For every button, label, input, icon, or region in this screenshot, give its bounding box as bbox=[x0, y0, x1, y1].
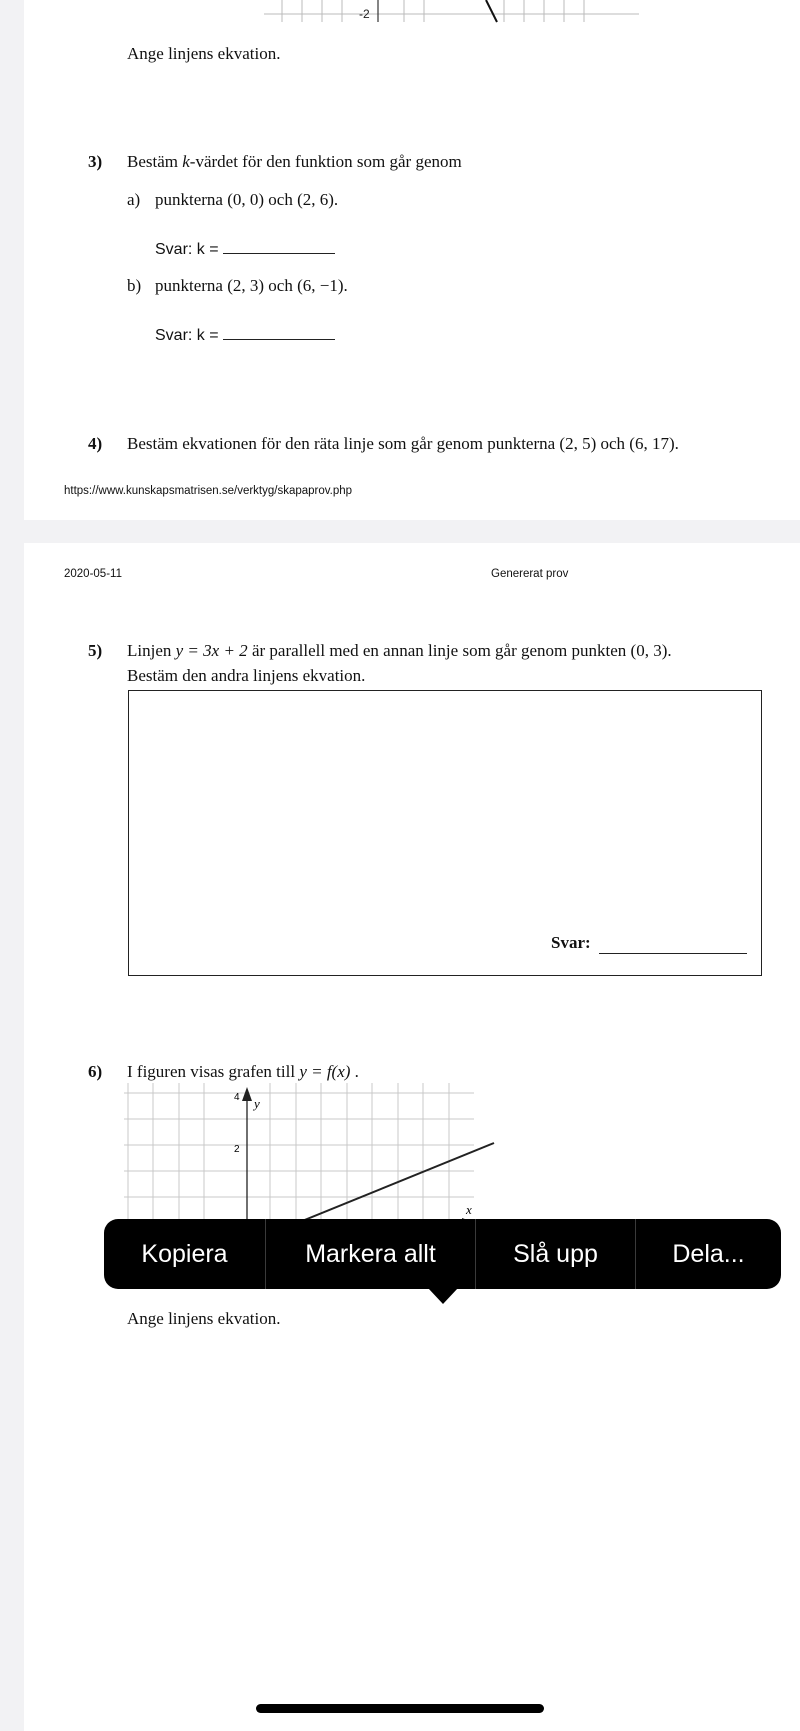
menu-copy-button[interactable]: Kopiera bbox=[141, 1239, 228, 1268]
y-tick-label: 4 bbox=[234, 1092, 240, 1103]
menu-share-button[interactable]: Dela... bbox=[635, 1219, 781, 1289]
graph-tick-label: -2 bbox=[359, 7, 370, 21]
question-prompt: Ange linjens ekvation. bbox=[127, 44, 281, 63]
question-5-line-2: Bestäm den andra linjens ekvation. bbox=[127, 666, 366, 685]
document-page-1 bbox=[24, 0, 800, 520]
question-6-prompt: Ange linjens ekvation. bbox=[127, 1309, 281, 1328]
y-axis-label: y bbox=[254, 1096, 260, 1111]
question-6-text: I figuren visas grafen till y = f(x) . bbox=[127, 1062, 359, 1081]
answer-line-3b: Svar: k = bbox=[155, 325, 335, 345]
answer-box[interactable] bbox=[128, 690, 762, 976]
question-3b-text: punkterna (2, 3) och (6, −1). bbox=[155, 276, 348, 295]
document-page-2 bbox=[24, 543, 800, 1731]
question-4-text: Bestäm ekvationen för den räta linje som går genom punkterna (2, 5) och (6, 17). bbox=[127, 434, 679, 453]
question-number-5: 5) bbox=[88, 641, 103, 660]
question-3a-label: a) bbox=[127, 190, 141, 209]
question-3b-label: b) bbox=[127, 276, 142, 295]
home-indicator[interactable] bbox=[256, 1704, 544, 1713]
answer-line-3a: Svar: k = bbox=[155, 239, 335, 259]
page-date: 2020-05-11 bbox=[64, 568, 122, 580]
question-5-line-1: Linjen y = 3x + 2 är parallell med en annan linje som går genom punkten (0, 3). bbox=[127, 641, 672, 660]
question-number-4: 4) bbox=[88, 434, 103, 453]
svar-line bbox=[599, 953, 747, 954]
context-menu-pointer bbox=[428, 1288, 458, 1304]
x-axis-label: x bbox=[466, 1202, 472, 1217]
y-tick-label: 2 bbox=[234, 1144, 240, 1155]
graph-grid bbox=[124, 1083, 474, 1223]
question-3-text: Bestäm k-värdet för den funktion som går genom bbox=[127, 152, 462, 171]
svar-label: Svar: bbox=[551, 933, 591, 952]
menu-look-up-button[interactable]: Slå upp bbox=[475, 1219, 635, 1289]
menu-select-all-button[interactable]: Markera allt bbox=[265, 1219, 475, 1289]
context-menu bbox=[104, 1219, 781, 1289]
partial-graph-top bbox=[264, 0, 644, 26]
question-3a-text: punkterna (0, 0) och (2, 6). bbox=[155, 190, 339, 209]
question-number-6: 6) bbox=[88, 1062, 103, 1081]
question-number-3: 3) bbox=[88, 152, 103, 171]
footer-url[interactable]: https://www.kunskapsmatrisen.se/verktyg/skapaprov.php bbox=[64, 485, 353, 497]
page-header-title: Genererat prov bbox=[491, 568, 569, 580]
y-axis-arrow bbox=[242, 1087, 252, 1101]
